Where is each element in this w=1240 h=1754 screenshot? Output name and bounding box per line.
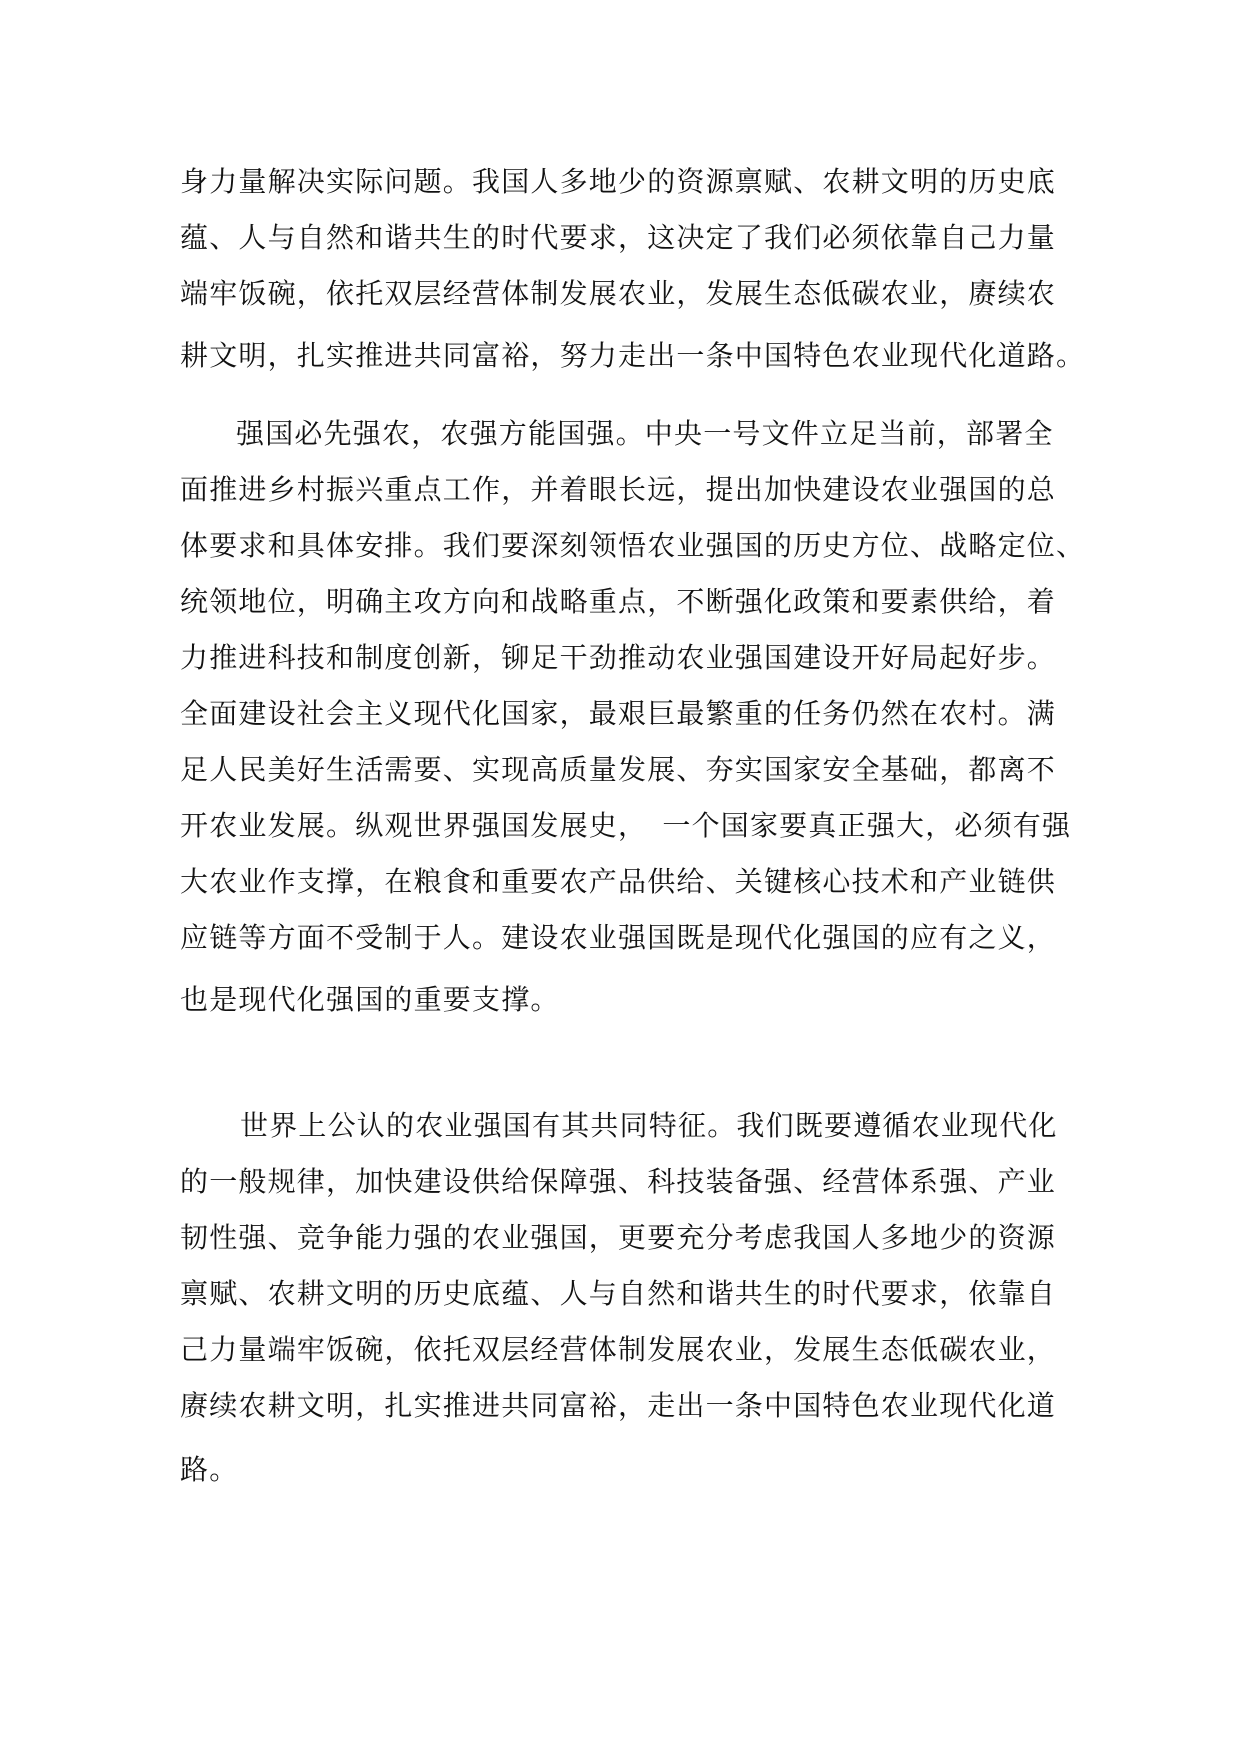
text-line: 韧性强、竞争能力强的农业强国，更要充分考虑我国人多地少的资源 xyxy=(180,1221,1057,1254)
text-line: 应链等方面不受制于人。建设农业强国既是现代化强国的应有之义， xyxy=(180,921,1057,954)
text-line: 面推进乡村振兴重点工作，并着眼长远，提出加快建设农业强国的总 xyxy=(180,473,1057,506)
text-line: 开农业发展。纵观世界强国发展史， 一个国家要真正强大，必须有强 xyxy=(180,809,1072,842)
text-line: 赓续农耕文明，扎实推进共同富裕，走出一条中国特色农业现代化道 xyxy=(180,1389,1057,1422)
text-line: 蕴、人与自然和谐共生的时代要求，这决定了我们必须依靠自己力量 xyxy=(180,221,1057,254)
text-line: 强国必先强农，农强方能国强。中央一号文件立足当前，部署全 xyxy=(236,417,1054,450)
text-line: 世界上公认的农业强国有其共同特征。我们既要遵循农业现代化 xyxy=(240,1109,1058,1142)
text-line: 足人民美好生活需要、实现高质量发展、夯实国家安全基础，都离不 xyxy=(180,753,1057,786)
text-line: 禀赋、农耕文明的历史底蕴、人与自然和谐共生的时代要求，依靠自 xyxy=(180,1277,1057,1310)
text-line: 体要求和具体安排。我们要深刻领悟农业强国的历史方位、战略定位、 xyxy=(180,529,1086,562)
text-line: 端牢饭碗，依托双层经营体制发展农业，发展生态低碳农业，赓续农 xyxy=(180,277,1057,310)
text-line: 大农业作支撑，在粮食和重要农产品供给、关键核心技术和产业链供 xyxy=(180,865,1057,898)
text-line: 身力量解决实际问题。我国人多地少的资源禀赋、农耕文明的历史底 xyxy=(180,165,1057,198)
text-line: 力推进科技和制度创新，铆足干劲推动农业强国建设开好局起好步。 xyxy=(180,641,1057,674)
text-line: 也是现代化强国的重要支撑。 xyxy=(180,983,560,1016)
text-line: 全面建设社会主义现代化国家，最艰巨最繁重的任务仍然在农村。满 xyxy=(180,697,1057,730)
text-line: 耕文明，扎实推进共同富裕，努力走出一条中国特色农业现代化道路。 xyxy=(180,339,1086,372)
text-line: 路。 xyxy=(180,1453,239,1486)
text-line: 己力量端牢饭碗，依托双层经营体制发展农业，发展生态低碳农业， xyxy=(180,1333,1057,1366)
text-line: 的一般规律，加快建设供给保障强、科技装备强、经营体系强、产业 xyxy=(180,1165,1057,1198)
text-line: 统领地位，明确主攻方向和战略重点，不断强化政策和要素供给，着 xyxy=(180,585,1057,618)
